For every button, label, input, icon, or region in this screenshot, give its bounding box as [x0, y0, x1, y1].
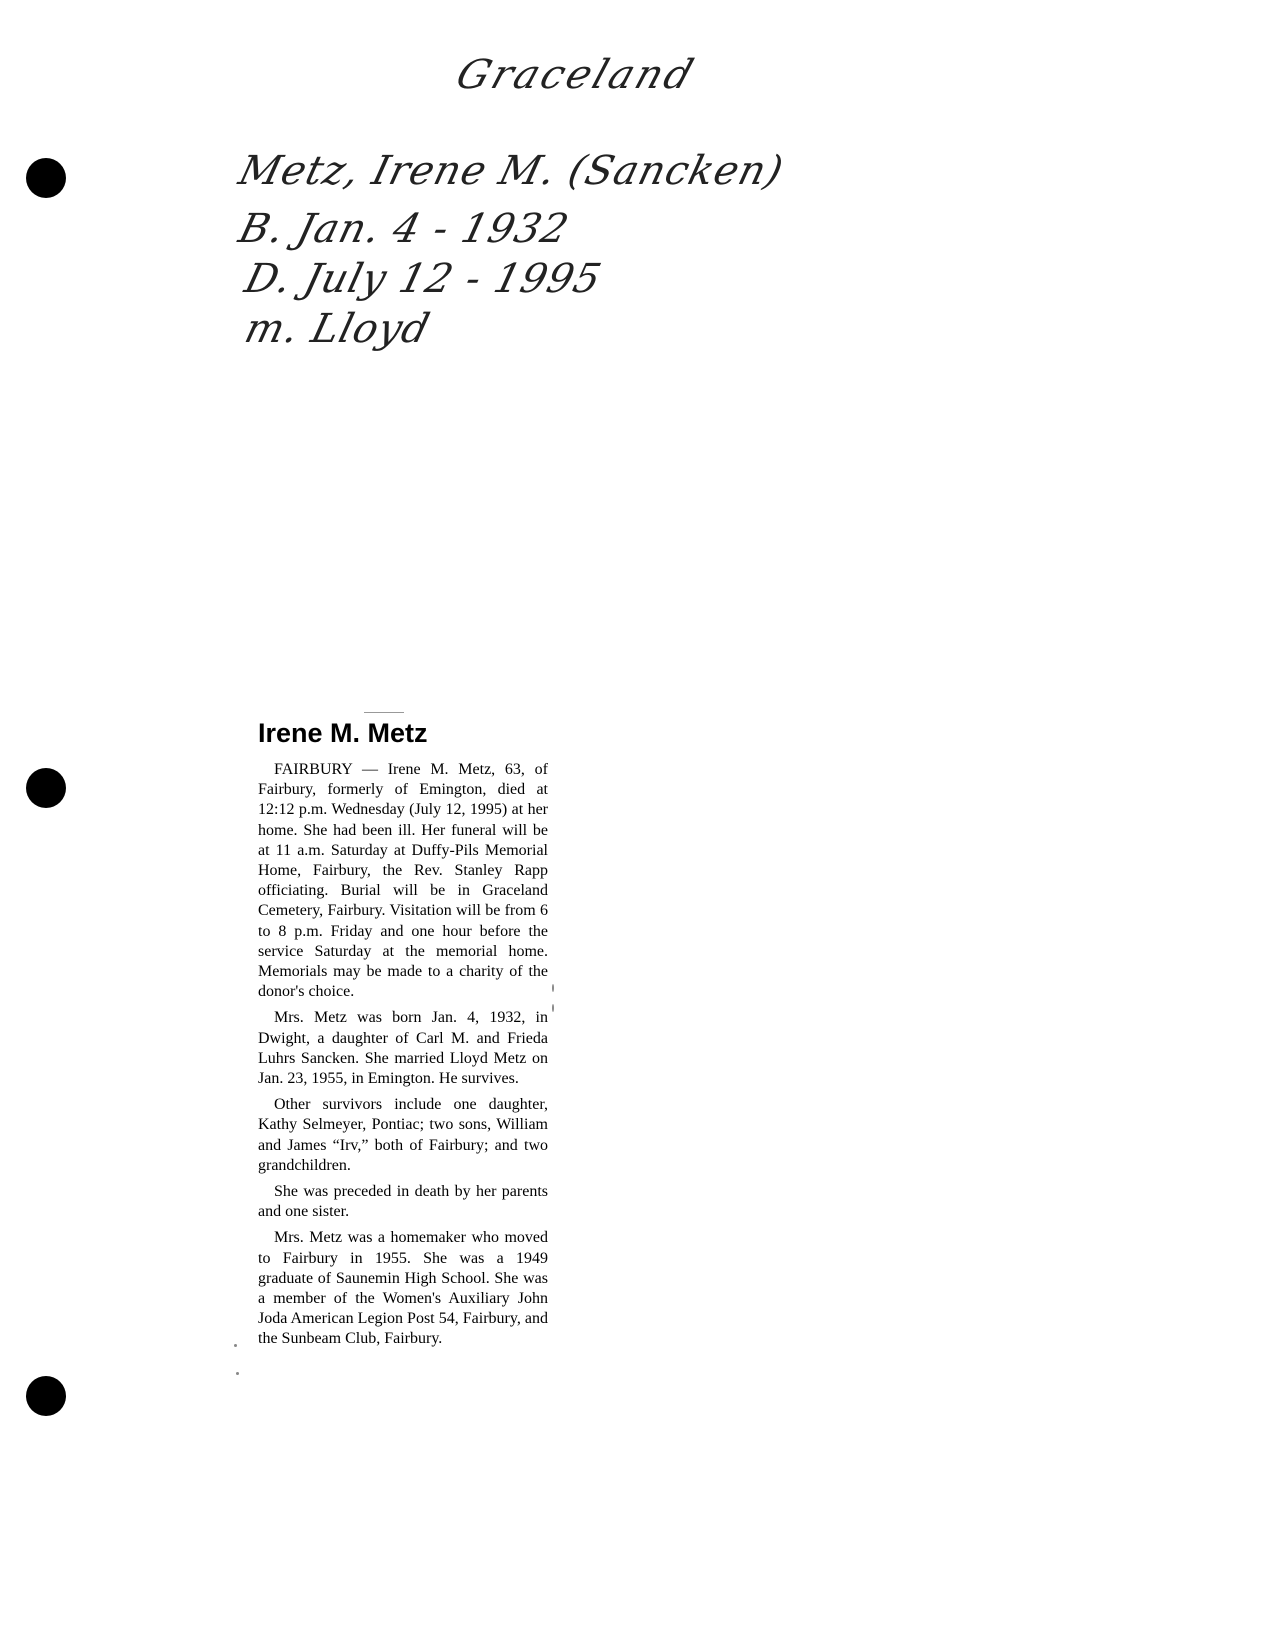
clipping-top-rule [364, 712, 404, 713]
punch-hole-middle [26, 768, 66, 808]
obituary-headline: Irene M. Metz [258, 718, 428, 748]
handwritten-cemetery: Graceland [450, 52, 702, 98]
scan-speck [552, 1004, 554, 1012]
obituary-paragraph-5: Mrs. Metz was a homemaker who moved to Fairbury in 1955. She was a 1949 graduate of Saunemin High School. She was a member of the Women's Auxiliary John Joda American Legion Post 54, Fairbury, and the Sunbeam Club, Fairbury. [258, 1229, 548, 1348]
scan-speck [234, 1344, 237, 1347]
obituary-paragraph-4: She was preceded in death by her parents and one sister. [258, 1183, 548, 1221]
obituary-paragraph-2: Mrs. Metz was born Jan. 4, 1932, in Dwight, a daughter of Carl M. and Frieda Luhrs Sancken. She married Lloyd Metz on Jan. 23, 1955, in Emington. He survives. [258, 1009, 548, 1088]
obituary-clipping [234, 712, 572, 1492]
punch-hole-top [26, 158, 66, 198]
handwritten-death-date: D. July 12 - 1995 [240, 256, 607, 302]
obituary-body [258, 760, 548, 1356]
handwritten-name: Metz, Irene M. (Sancken) [234, 148, 789, 194]
scan-speck [552, 984, 554, 992]
handwritten-spouse: m. Lloyd [240, 306, 435, 352]
obituary-paragraph-1: FAIRBURY — Irene M. Metz, 63, of Fairbury, formerly of Emington, died at 12:12 p.m. Wednesday (July 12, 1995) at her home. She had been ill. Her funeral will be at 11 a.m. Saturday at Duffy-Pils Memorial Home, Fairbury, the Rev. Stanley Rapp officiating. Burial will be in Graceland Cemetery, Fairbury. Visitation will be from 6 to 8 p.m. Friday and one hour before the service Saturday at the memorial home. Memorials may be made to a charity of the donor's choice. [258, 761, 548, 1001]
obituary-paragraph-3: Other survivors include one daughter, Kathy Selmeyer, Pontiac; two sons, William and James “Irv,” both of Fairbury; and two grandchildren. [258, 1096, 548, 1174]
handwritten-birth-date: B. Jan. 4 - 1932 [234, 206, 574, 252]
punch-hole-bottom [26, 1376, 66, 1416]
scan-speck [236, 1372, 239, 1375]
